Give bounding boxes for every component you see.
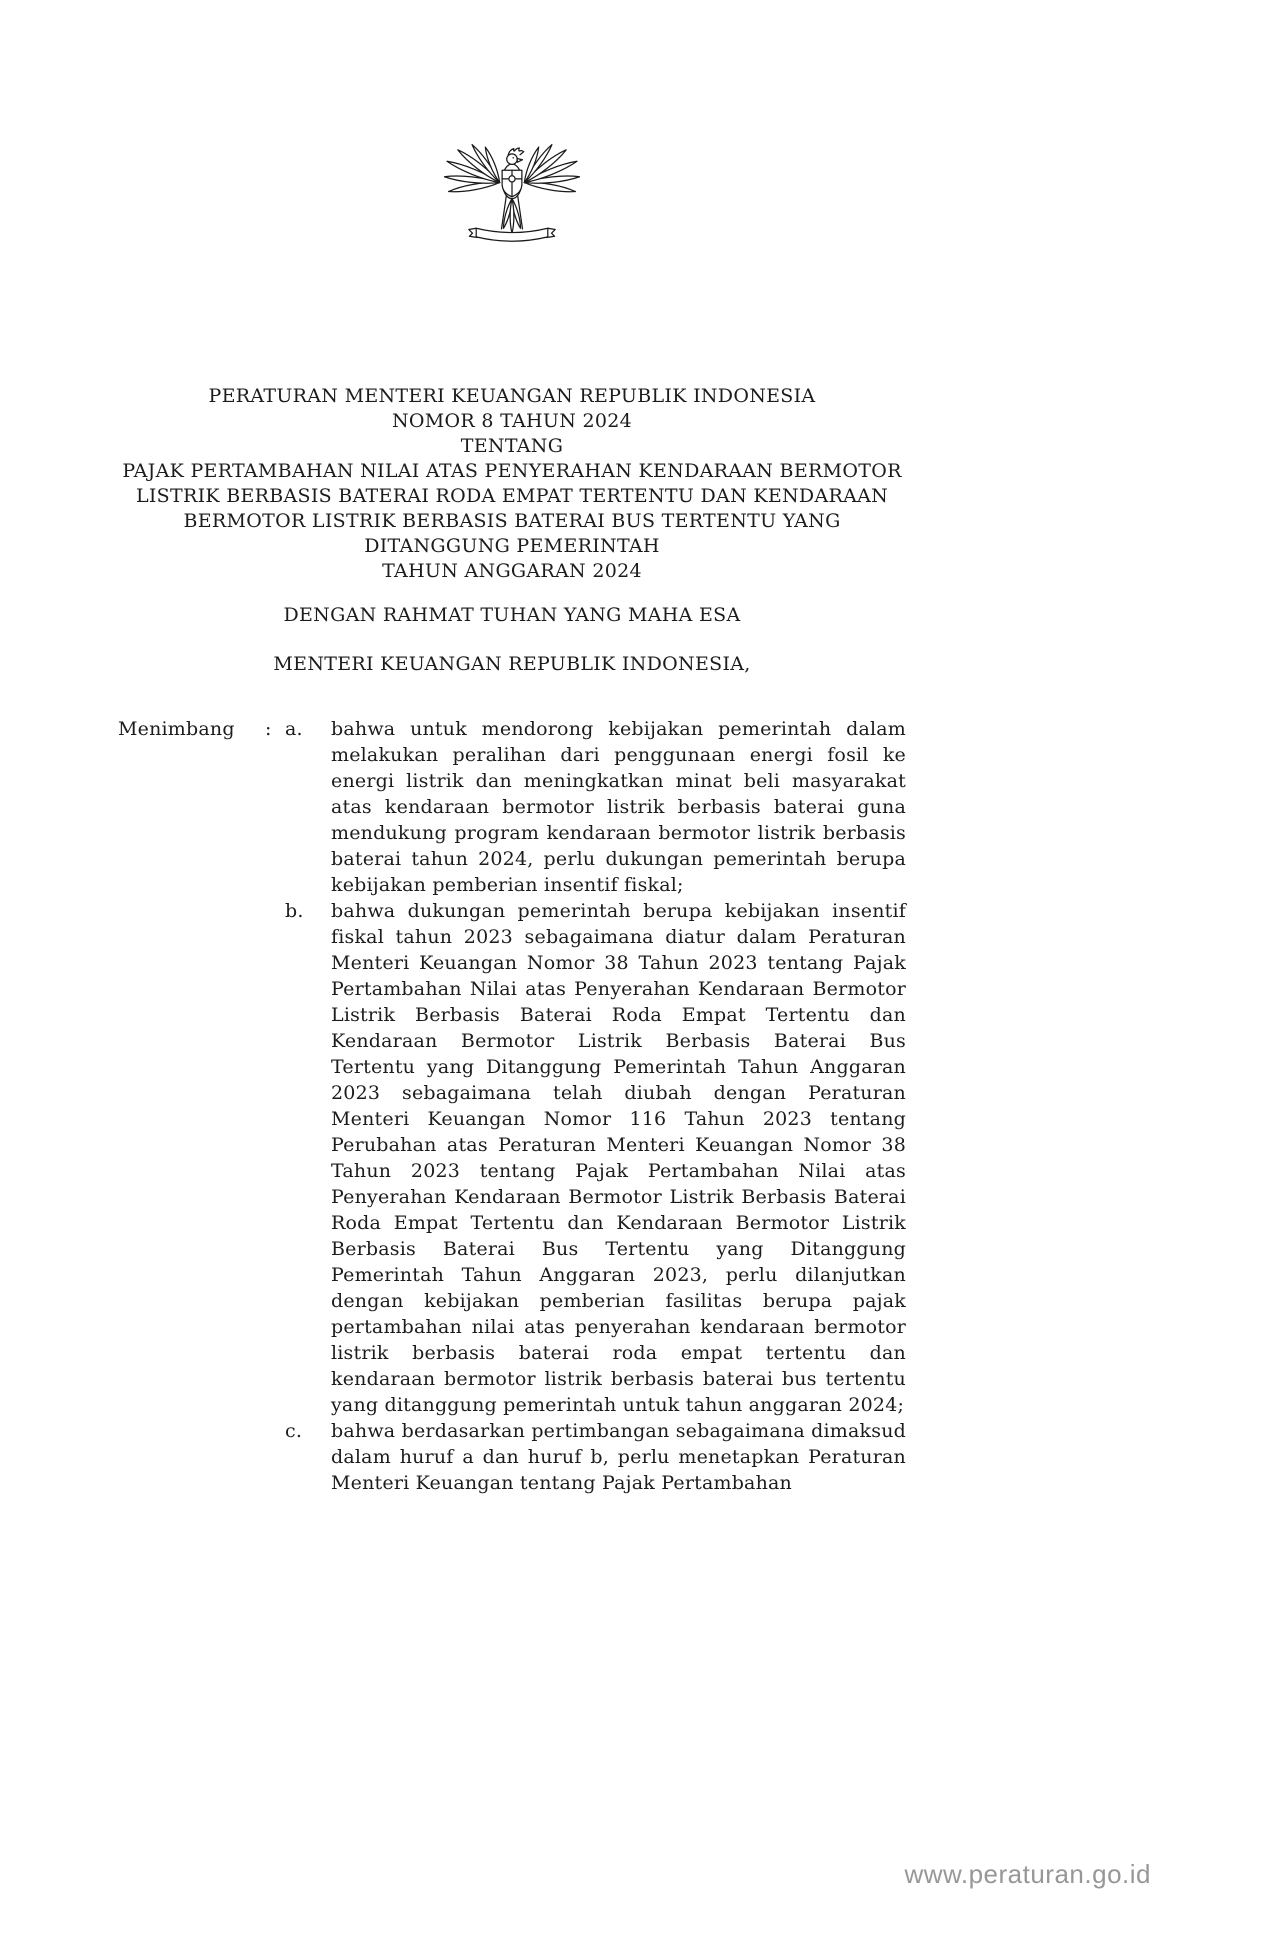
consideration-text-b: bahwa dukungan pemerintah berupa kebijakan insentif fiskal tahun 2023 sebagaimana diatur dalam Peraturan Menteri Keuangan Nomor 38 Tahun 2023 tentang Pajak Pertambahan Nilai atas Penyerahan Kendaraan Bermotor Listrik Berbasis Baterai Roda Empat Tertentu dan Kendaraan Bermotor Listrik Berbasis Baterai Bus Tertentu yang Ditanggung Pemerintah Tahun Anggaran 2023 sebagaimana telah diubah dengan Peraturan Menteri Keuangan Nomor 116 Tahun 2023 tentang Perubahan atas Peraturan Menteri Keuangan Nomor 38 Tahun 2023 tentang Pajak Pertambahan Nilai atas Penyerahan Kendaraan Bermotor Listrik Berbasis Baterai Roda Empat Tertentu dan Kendaraan Bermotor Listrik Berbasis Baterai Bus Tertentu yang Ditanggung Pemerintah Tahun Anggaran 2023, perlu dilanjutkan dengan kebijakan pemberian fasilitas berupa pajak pertambahan nilai atas penyerahan kendaraan bermotor listrik berbasis baterai roda empat tertentu dan kendaraan bermotor listrik berbasis baterai bus tertentu yang ditanggung pemerintah untuk tahun anggaran 2024;	[331, 900, 906, 1416]
consideration-text-a: bahwa untuk mendorong kebijakan pemerintah dalam melakukan peralihan dari penggunaan energi fosil ke energi listrik dan meningkatkan minat beli masyarakat atas kendaraan bermotor listrik berbasis baterai guna mendukung program kendaraan bermotor listrik berbasis baterai tahun 2024, perlu dukungan pemerintah berupa kebijakan pemberian insentif fiskal;	[331, 718, 906, 896]
consideration-row-a	[118, 716, 906, 898]
consideration-text-c: bahwa berdasarkan pertimbangan sebagaimana dimaksud dalam huruf a dan huruf b, perlu menetapkan Peraturan Menteri Keuangan tentang Pajak Pertambahan	[331, 1420, 906, 1494]
invocation-line: DENGAN RAHMAT TUHAN YANG MAHA ESA	[283, 604, 741, 626]
title-line-1: PERATURAN MENTERI KEUANGAN REPUBLIK INDONESIA	[208, 385, 816, 407]
consideration-marker-a: a.	[285, 718, 303, 740]
considerations-section	[118, 716, 906, 1496]
watermark-url: www.peraturan.go.id	[904, 1859, 1151, 1889]
colon-separator: :	[265, 718, 272, 740]
content-column	[118, 0, 906, 1496]
title-line-4: PAJAK PERTAMBAHAN NILAI ATAS PENYERAHAN KENDARAAN BERMOTOR	[122, 460, 902, 482]
title-line-8: TAHUN ANGGARAN 2024	[382, 560, 642, 582]
title-line-3: TENTANG	[460, 435, 564, 457]
consideration-marker-c: c.	[285, 1420, 303, 1442]
garuda-pancasila-emblem	[444, 106, 580, 248]
title-line-5: LISTRIK BERBASIS BATERAI RODA EMPAT TERTENTU DAN KENDARAAN	[135, 485, 889, 507]
document-title	[118, 384, 906, 584]
garuda-emblem-graphic	[444, 106, 580, 248]
consideration-marker-b: b.	[285, 900, 304, 922]
consideration-row-c	[118, 1418, 906, 1496]
menimbang-label: Menimbang	[118, 718, 235, 740]
consideration-row-b	[118, 898, 906, 1418]
title-line-6: BERMOTOR LISTRIK BERBASIS BATERAI BUS TERTENTU YANG	[183, 510, 841, 532]
authority-line: MENTERI KEUANGAN REPUBLIK INDONESIA,	[273, 653, 751, 675]
title-line-7: DITANGGUNG PEMERINTAH	[364, 535, 660, 557]
title-line-2: NOMOR 8 TAHUN 2024	[391, 410, 633, 432]
